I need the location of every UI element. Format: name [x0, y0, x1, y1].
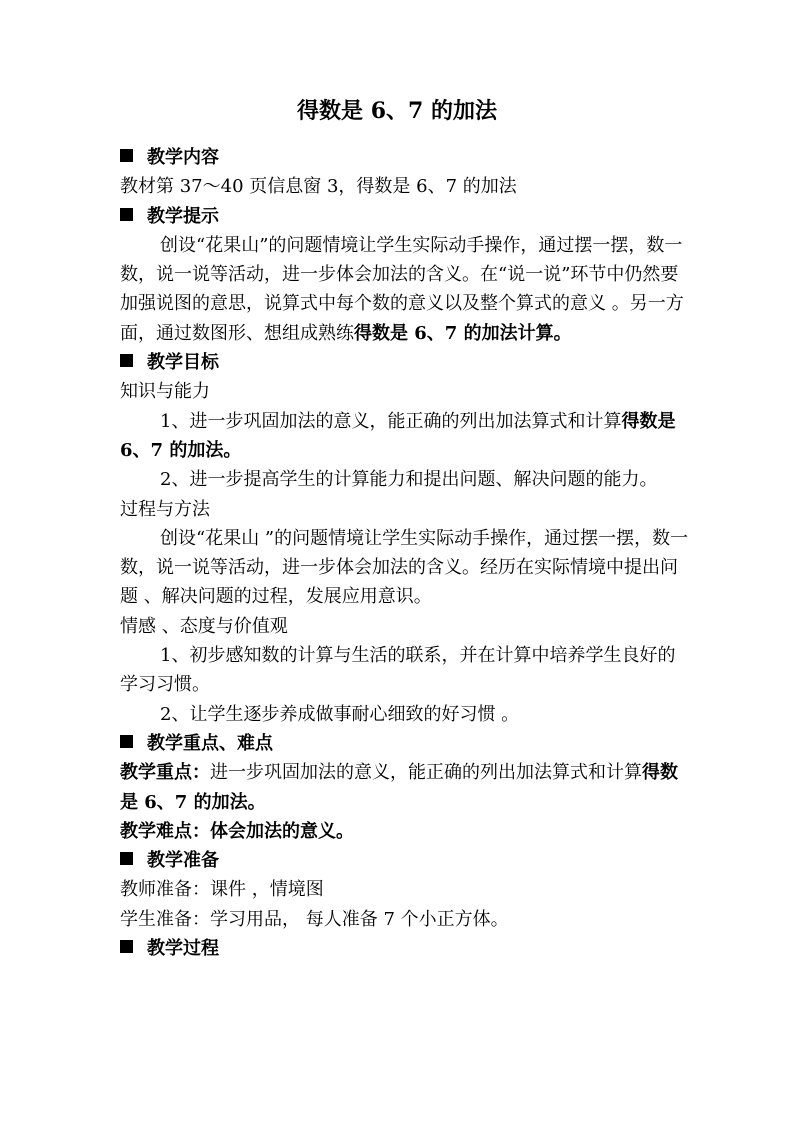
section-heading-process: 教学过程: [120, 934, 690, 963]
hint-paragraph: 创设“花果山”的问题情境让学生实际动手操作，通过摆一摆，数一数，说一说等活动，进一步体会加法的含义。在“说一说”环节中仍然要加强说图的意思，说算式中每个数的意义以及整个算式的意义 。另一方面，通过数图形、想组成熟练得数是 6、7 的加法计算。: [120, 234, 684, 344]
document-body: [120, 143, 690, 963]
content-text: 教材第 37～40 页信息窗 3，得数是 6、7 的加法: [120, 176, 517, 198]
square-bullet-icon: [120, 735, 133, 748]
key-point-paragraph: 教学重点：进一步巩固加法的意义，能正确的列出加法算式和计算得数是 6、7 的加法。: [120, 762, 678, 813]
document-title: 得数是 6、7 的加法: [297, 98, 497, 124]
goal-process-label: 过程与方法: [120, 498, 210, 520]
goal-knowledge-item-1: 1、进一步巩固加法的意义，能正确的列出加法算式和计算得数是 6、7 的加法。: [120, 410, 676, 461]
goal-process-text: 创设“花果山 ”的问题情境让学生实际动手操作，通过摆一摆，数一数，说一说等活动，进一步体会加法的含义。经历在实际情境中提出问题 、解决问题的过程，发展应用意识。: [120, 527, 689, 608]
section-heading-content: 教学内容: [120, 143, 690, 172]
goal-knowledge-label: 知识与能力: [120, 381, 210, 403]
square-bullet-icon: [120, 149, 133, 162]
square-bullet-icon: [120, 354, 133, 367]
section-heading-hint: 教学提示: [120, 202, 690, 231]
square-bullet-icon: [120, 852, 133, 865]
section-heading-prep: 教学准备: [120, 846, 690, 875]
section-heading-goals: 教学目标: [120, 348, 690, 377]
square-bullet-icon: [120, 940, 133, 953]
prep-teacher: 教师准备：课件 ，情境图: [120, 879, 324, 901]
goal-emotion-item-1: 1、初步感知数的计算与生活的联系，并在计算中培养学生良好的学习习惯。: [120, 645, 676, 696]
prep-student: 学生准备：学习用品， 每人准备 7 个小正方体。: [120, 908, 509, 930]
goal-emotion-label: 情感 、态度与价值观: [120, 615, 288, 637]
goal-emotion-item-2: 2、让学生逐步养成做事耐心细致的好习惯 。: [160, 703, 520, 725]
goal-knowledge-item-2: 2、进一步提高学生的计算能力和提出问题、解决问题的能力。: [160, 469, 658, 491]
difficulty-paragraph: 教学难点：体会加法的意义。: [120, 820, 354, 842]
square-bullet-icon: [120, 208, 133, 221]
section-heading-key-points: 教学重点、难点: [120, 729, 690, 758]
